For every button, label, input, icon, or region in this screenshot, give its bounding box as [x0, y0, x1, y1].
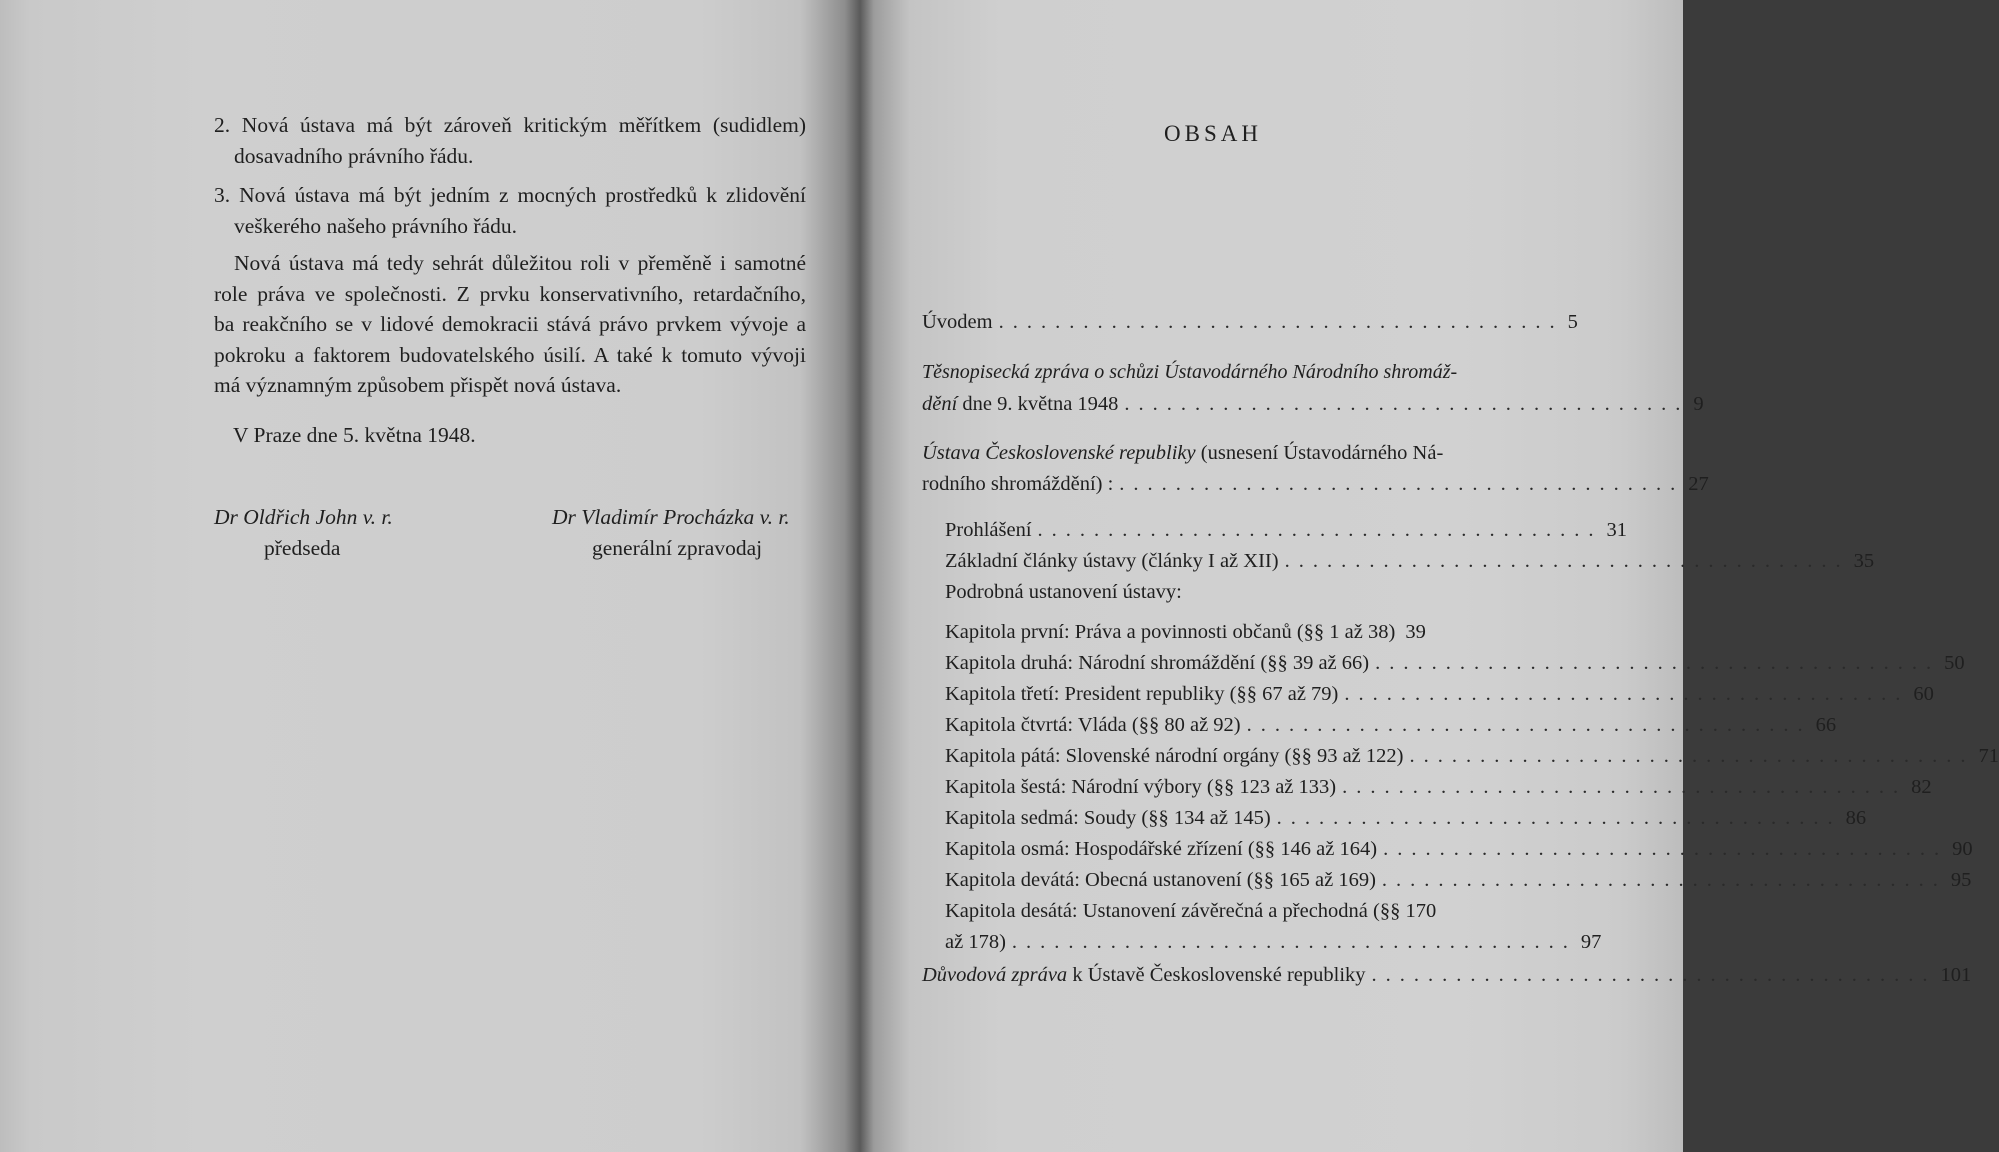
toc-entry-kapitola-4[interactable] — [945, 710, 1837, 740]
list-item-2 — [214, 110, 806, 172]
toc-leader-dots: ........................................ — [1284, 550, 1850, 572]
toc-label-rest: dne 9. května 1948 — [957, 393, 1119, 415]
toc-leader-dots: ........................................ — [1375, 652, 1941, 674]
toc-entry-duvodova-zprava[interactable] — [922, 960, 1972, 990]
toc-page-number: 50 — [1944, 652, 1965, 674]
toc-label-rest: (usnesení Ústavodárného Ná- — [1195, 442, 1444, 464]
toc-leader-dots: ........................................ — [1409, 745, 1975, 767]
toc-label: Kapitola čtvrtá: Vláda (§§ 80 až 92) — [945, 714, 1241, 736]
toc-entry-kapitola-10[interactable] — [945, 927, 1602, 957]
toc-entry-kapitola-8[interactable] — [945, 834, 1973, 864]
toc-entry-ustava-line1 — [922, 438, 1444, 469]
toc-page-number: 39 — [1405, 621, 1426, 643]
toc-leader-dots: ........................................ — [1342, 776, 1908, 798]
list-item-3-line2: veškerého našeho právního řádu. — [234, 214, 517, 238]
toc-entry-uvodem[interactable] — [922, 307, 1578, 337]
toc-leader-dots: ........................................ — [998, 311, 1564, 333]
toc-entry-kapitola-10-line1: Kapitola desátá: Ustanovení závěrečná a přechodná (§§ 170 — [945, 900, 1437, 922]
toc-entry-kapitola-1[interactable] — [945, 617, 1426, 647]
toc-leader-dots: ........................................ — [1011, 931, 1577, 953]
paragraph-line: pokroku a faktorem budovatelského úsilí. A také k tomuto vývoji — [214, 342, 806, 367]
toc-label: Kapitola šestá: Národní výbory (§§ 123 až 133) — [945, 776, 1337, 798]
toc-leader-dots: ........................................ — [1383, 838, 1949, 860]
list-item-2-line1: 2. Nová ústava má být zároveň kritickým měřítkem (sudidlem) — [214, 113, 806, 137]
toc-entry-tesnopisecka[interactable] — [922, 389, 1704, 419]
toc-entry-kapitola-5[interactable] — [945, 741, 1999, 771]
body-paragraph — [214, 248, 806, 401]
toc-leader-dots: ........................................ — [1344, 683, 1910, 705]
list-item-2-line2: dosavadního právního řádu. — [234, 144, 474, 168]
toc-page-number: 9 — [1693, 393, 1704, 415]
toc-label: rodního shromáždění) : — [922, 473, 1114, 495]
list-item-3 — [214, 180, 806, 242]
toc-label: až 178) — [945, 931, 1006, 953]
toc-page-number: 5 — [1567, 311, 1578, 333]
left-page — [0, 0, 860, 1152]
toc-leader-dots: ........................................ — [1037, 519, 1603, 541]
toc-label: Kapitola sedmá: Soudy (§§ 134 až 145) — [945, 807, 1271, 829]
toc-label: Kapitola pátá: Slovenské národní orgány (§§ 93 až 122) — [945, 745, 1404, 767]
toc-leader-dots: ........................................ — [1119, 473, 1685, 495]
toc-leader-dots: ........................................ — [1381, 869, 1947, 891]
toc-page-number: 95 — [1950, 869, 1972, 891]
toc-label: Kapitola druhá: Národní shromáždění (§§ 39 až 66) — [945, 652, 1370, 674]
toc-label: Základní články ústavy (články I až XII) — [945, 550, 1279, 572]
toc-subheading-podrobna — [945, 577, 1182, 607]
toc-entry-prohlaseni[interactable] — [945, 515, 1628, 545]
signature-role-1: předseda — [264, 536, 341, 560]
toc-leader-dots: ........................................ — [1246, 714, 1812, 736]
toc-label: Podrobná ustanovení ústavy: — [945, 581, 1182, 603]
toc-page-number: 31 — [1606, 519, 1628, 541]
toc-page-number: 86 — [1845, 807, 1867, 829]
toc-page-number: 82 — [1911, 776, 1932, 798]
toc-page-number: 60 — [1913, 683, 1934, 705]
toc-page-number: 66 — [1815, 714, 1837, 736]
signature-name-1: Dr Oldřich John v. r. — [214, 505, 393, 529]
toc-page-number: 35 — [1853, 550, 1875, 572]
toc-leader-dots: ........................................ — [1276, 807, 1842, 829]
toc-label: Kapitola třetí: President republiky (§§ 67 až 79) — [945, 683, 1339, 705]
toc-entry-kapitola-3[interactable] — [945, 679, 1934, 709]
toc-label: Kapitola devátá: Obecná ustanovení (§§ 165 až 169) — [945, 869, 1376, 891]
toc-label-rest: k Ústavě Československé republiky — [1067, 964, 1366, 986]
toc-label — [922, 389, 1118, 419]
toc-label-italic: dění — [922, 393, 958, 415]
paragraph-line: ba reakčního se v lidové demokracii stává právo prvkem vývoje a — [214, 312, 806, 336]
toc-label: Kapitola první: Práva a povinnosti občanů (§§ 1 až 38) — [945, 621, 1396, 643]
signature-name-2: Dr Vladimír Procházka v. r. — [552, 505, 790, 529]
toc-label: Kapitola osmá: Hospodářské zřízení (§§ 146 až 164) — [945, 838, 1378, 860]
toc-label-italic: Ústava Československé republiky — [922, 442, 1196, 464]
signature-role-2: generální zpravodaj — [592, 536, 763, 560]
paragraph-line: má významným způsobem přispět nová ústava. — [214, 373, 622, 397]
toc-entry-zakladni-clanky[interactable] — [945, 546, 1875, 576]
toc-page-number: 27 — [1688, 473, 1709, 495]
paragraph-line: role práva ve společnosti. Z prvku konservativního, retardačního, — [214, 281, 806, 306]
toc-page-number: 71 — [1978, 745, 1999, 767]
toc-page-number: 97 — [1580, 931, 1602, 953]
toc-page-number: 101 — [1940, 964, 1972, 986]
toc-page-number: 90 — [1952, 838, 1973, 860]
toc-entry-kapitola-7[interactable] — [945, 803, 1867, 833]
toc-label-italic: Důvodová zpráva — [922, 964, 1068, 986]
toc-label: Úvodem — [922, 311, 993, 333]
toc-entry-kapitola-9[interactable] — [945, 865, 1972, 895]
toc-label: Prohlášení — [945, 519, 1032, 541]
date-line: V Praze dne 5. května 1948. — [233, 423, 476, 447]
toc-entry-ustava[interactable] — [922, 469, 1709, 499]
toc-entry-kapitola-2[interactable] — [945, 648, 1965, 678]
right-page — [860, 0, 1999, 1152]
page-title: OBSAH — [1164, 121, 1262, 146]
toc-leader-dots: ........................................ — [1124, 393, 1690, 415]
toc-entry-kapitola-6[interactable] — [945, 772, 1932, 802]
list-item-3-line1: 3. Nová ústava má být jedním z mocných prostředků k zlidovění — [214, 183, 806, 207]
toc-label — [922, 960, 1366, 990]
paragraph-line: Nová ústava má tedy sehrát důležitou roli v přeměně i samotné — [234, 251, 806, 275]
toc-entry-tesnopisecka-line1: Těsnopisecká zpráva o schůzi Ústavodárného Národního shromáž- — [922, 361, 1458, 383]
toc-leader-dots: ........................................ — [1371, 964, 1937, 986]
